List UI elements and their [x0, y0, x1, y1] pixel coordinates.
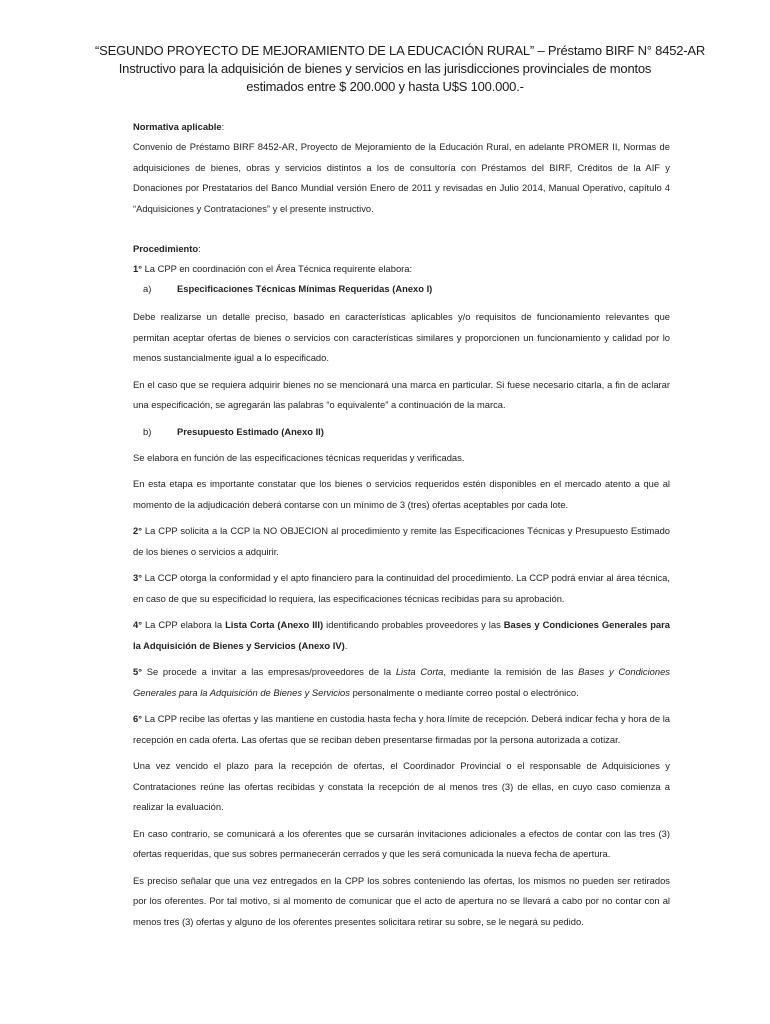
step-1a-title — [133, 279, 670, 299]
step-4-bases-condiciones: Bases y Condiciones Generales para la Adquisición de Bienes y Servicios (Anexo IV) — [133, 619, 670, 651]
step-5-text-2: , mediante la remisión de las — [443, 666, 579, 677]
list-marker-b: b) — [143, 425, 152, 437]
step-5-text-3: personalmente o mediante correo postal o electrónico. — [349, 686, 579, 698]
title-line-2: Instructivo para la adquisición de bienes y servicios en las jurisdicciones provinciales de montos — [118, 61, 652, 76]
step-4 — [133, 615, 670, 656]
step-3-number: 3° — [133, 572, 142, 583]
step-1b-title-text: Presupuesto Estimado (Anexo II) — [177, 425, 324, 437]
document-body — [133, 117, 670, 932]
step-1b-title — [133, 422, 670, 442]
normativa-heading-text: Normativa aplicable — [133, 121, 222, 132]
procedimiento-heading: Procedimiento: — [133, 243, 201, 254]
step-2-number: 2° — [133, 525, 142, 536]
procedimiento-heading-text: Procedimiento — [133, 243, 199, 254]
step-3 — [133, 568, 670, 609]
step-2 — [133, 521, 670, 562]
step-5-text-1: Se procede a invitar a las empresas/proveedores de la — [146, 666, 396, 677]
step-4-lista-corta: Lista Corta (Anexo III) — [225, 619, 324, 630]
step-1-number: 1° — [133, 263, 142, 274]
step-6-paragraph-4: Es preciso señalar que una vez entregados en la CPP los sobres conteniendo las ofertas, los mismos no pueden ser retirados por los oferentes. Por tal motivo, si al momento de comunicar que el acto de apertura no se llevará a cabo por no contar con al menos tres (3) ofertas y alguno de los oferentes presentes solicitara retirar su sobre, se le negará su pedido. — [133, 874, 670, 927]
step-1-text: La CPP en coordinación con el Área Técnica requirente elabora: — [144, 263, 413, 274]
normativa-heading: Normativa aplicable: — [133, 121, 225, 132]
step-6-paragraph-3: En caso contrario, se comunicará a los oferentes que se cursarán invitaciones adicionales a efectos de contar con las tres (3) ofertas requeridas, que sus sobres permanecerán cerrados y que les será comunicada la nueva fecha de apertura. — [133, 827, 670, 859]
title-line-1: “SEGUNDO PROYECTO DE MEJORAMIENTO DE LA EDUCACIÓN RURAL” – Préstamo BIRF N° 8452-AR — [95, 43, 706, 58]
step-1b-paragraph-2: En esta etapa es importante constatar que los bienes o servicios requeridos estén disponibles en el mercado atento a que al momento de la adjudicación deberá contarse con un mínimo de 3 (tres) ofertas aceptables por cada lote. — [133, 478, 670, 510]
step-5-number: 5° — [133, 666, 142, 677]
step-5-lista-corta: Lista Corta — [395, 666, 444, 677]
step-6-paragraph-2: Una vez vencido el plazo para la recepción de ofertas, el Coordinador Provincial o el responsable de Adquisiciones y Contrataciones reúne las ofertas recibidas y constata la recepción de al menos tres (3) de ellas, en cuyo caso comienza a realizar la evaluación. — [133, 760, 670, 812]
step-3-text: La CCP otorga la conformidad y el apto financiero para la continuidad del procedimiento. La CCP podrá enviar al área técnica, en caso de que su especificidad lo requiera, las especificaciones técnicas recibidas para su aprobación. — [133, 572, 670, 604]
step-4-number: 4° — [133, 619, 142, 630]
title-line-3: estimados entre $ 200.000 y hasta U$S 100.000.- — [246, 79, 524, 94]
step-2-text: La CPP solicita a la CCP la NO OBJECION al procedimiento y remite las Especificaciones Técnicas y Presupuesto Estimado de los bienes o servicios a adquirir. — [133, 525, 670, 557]
step-6-number: 6° — [133, 713, 142, 724]
step-1b-paragraph-1: Se elabora en función de las especificaciones técnicas requeridas y verificadas. — [133, 451, 465, 463]
step-1 — [133, 259, 670, 279]
step-1a-paragraph-1: Debe realizarse un detalle preciso, basado en características aplicables y/o requisitos de funcionamiento relevantes que permitan aceptar ofertas de bienes o servicios con características similares y proporcionen un funcionamiento y calidad por lo menos sustancialmente igual a lo especificado. — [133, 311, 670, 363]
document-title — [95, 42, 706, 96]
step-4-text-3: . — [344, 639, 348, 651]
step-6 — [133, 709, 670, 750]
step-5 — [133, 662, 670, 703]
step-5-bases-condiciones: Bases y Condiciones Generales para la Adquisición de Bienes y Servicios — [133, 666, 670, 698]
step-1a-paragraph-2: En el caso que se requiera adquirir bienes no se mencionará una marca en particular. Si fuese necesario citarla, a fin de aclarar una especificación, se agregarán las palabras “o equivalente” a continuación de la marca. — [133, 378, 670, 410]
step-6-text: La CPP recibe las ofertas y las mantiene en custodia hasta fecha y hora límite de recepción. Deberá indicar fecha y hora de la recepción en cada oferta. Las ofertas que se reciban deben presentarse firmadas por la persona autorizada a cotizar. — [133, 713, 670, 745]
step-4-text-2: identificando probables proveedores y las — [323, 619, 504, 630]
step-1a-title-text: Especificaciones Técnicas Mínimas Requeridas (Anexo I) — [177, 283, 433, 294]
list-marker-a: a) — [143, 283, 152, 294]
normativa-paragraph: Convenio de Préstamo BIRF 8452-AR, Proyecto de Mejoramiento de la Educación Rural, en adelante PROMER II, Normas de adquisiciones de bienes, obras y servicios distintos a los de consultoría con Préstamos del BIRF, Créditos de la AIF y Donaciones por Prestatarios del Banco Mundial versión Enero de 2011 y revisadas en Julio 2014, Manual Operativo, capítulo 4 “Adquisiciones y Contrataciones” y el presente instructivo. — [133, 141, 670, 214]
step-4-text-1: La CPP elabora la — [144, 619, 226, 630]
